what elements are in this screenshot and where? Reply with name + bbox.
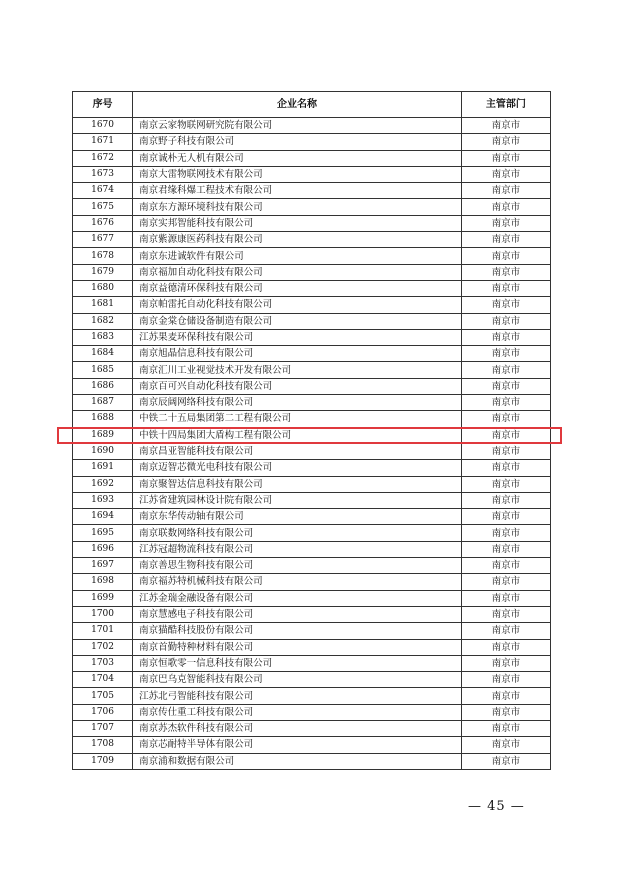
row-department: 南京市 — [461, 215, 550, 231]
row-company-name: 南京联数网络科技有限公司 — [133, 525, 462, 541]
row-department: 南京市 — [461, 492, 550, 508]
row-company-name: 南京云家物联网研究院有限公司 — [133, 118, 462, 134]
table-row — [73, 753, 551, 769]
row-serial-number: 1675 — [73, 199, 133, 215]
table-row — [73, 150, 551, 166]
row-serial-number: 1700 — [73, 606, 133, 622]
row-company-name: 南京迈智芯微光电科技有限公司 — [133, 460, 462, 476]
row-company-name: 江苏北弓智能科技有限公司 — [133, 688, 462, 704]
table-row — [73, 280, 551, 296]
row-company-name: 南京巴乌克智能科技有限公司 — [133, 672, 462, 688]
page-number: — 45 — — [468, 799, 525, 814]
row-department: 南京市 — [461, 443, 550, 459]
row-department: 南京市 — [461, 655, 550, 671]
table-row — [73, 672, 551, 688]
row-department: 南京市 — [461, 134, 550, 150]
row-department: 南京市 — [461, 753, 550, 769]
row-company-name: 南京猫酷科技股份有限公司 — [133, 623, 462, 639]
row-serial-number: 1686 — [73, 378, 133, 394]
table-row — [73, 509, 551, 525]
row-company-name: 南京福苏特机械科技有限公司 — [133, 574, 462, 590]
table-row — [73, 623, 551, 639]
row-company-name: 南京野子科技有限公司 — [133, 134, 462, 150]
table-row — [73, 118, 551, 134]
header-company-name: 企业名称 — [133, 92, 462, 118]
row-department: 南京市 — [461, 199, 550, 215]
row-department: 南京市 — [461, 378, 550, 394]
row-serial-number: 1698 — [73, 574, 133, 590]
table-row — [73, 655, 551, 671]
row-serial-number: 1690 — [73, 443, 133, 459]
table-row — [73, 313, 551, 329]
row-department: 南京市 — [461, 313, 550, 329]
row-company-name: 南京昌亚智能科技有限公司 — [133, 443, 462, 459]
table-row — [73, 574, 551, 590]
row-department: 南京市 — [461, 476, 550, 492]
table-row — [73, 427, 551, 443]
row-serial-number: 1707 — [73, 720, 133, 736]
row-department: 南京市 — [461, 166, 550, 182]
row-department: 南京市 — [461, 150, 550, 166]
row-company-name: 南京实邦智能科技有限公司 — [133, 215, 462, 231]
row-serial-number: 1699 — [73, 590, 133, 606]
row-company-name: 南京福加自动化科技有限公司 — [133, 264, 462, 280]
table-row — [73, 606, 551, 622]
table-row — [73, 378, 551, 394]
row-department: 南京市 — [461, 558, 550, 574]
row-company-name: 南京东方源环境科技有限公司 — [133, 199, 462, 215]
table-row — [73, 704, 551, 720]
row-department: 南京市 — [461, 672, 550, 688]
row-serial-number: 1671 — [73, 134, 133, 150]
row-department: 南京市 — [461, 362, 550, 378]
row-serial-number: 1696 — [73, 541, 133, 557]
row-serial-number: 1682 — [73, 313, 133, 329]
table-row — [73, 166, 551, 182]
row-company-name: 中铁十四局集团大盾构工程有限公司 — [133, 427, 462, 443]
row-department: 南京市 — [461, 232, 550, 248]
row-serial-number: 1681 — [73, 297, 133, 313]
row-company-name: 南京汇川工业视觉技术开发有限公司 — [133, 362, 462, 378]
row-serial-number: 1688 — [73, 411, 133, 427]
row-serial-number: 1683 — [73, 329, 133, 345]
row-department: 南京市 — [461, 720, 550, 736]
row-department: 南京市 — [461, 541, 550, 557]
table-row — [73, 525, 551, 541]
table-row — [73, 443, 551, 459]
row-department: 南京市 — [461, 297, 550, 313]
row-serial-number: 1687 — [73, 395, 133, 411]
row-company-name: 江苏省建筑园林设计院有限公司 — [133, 492, 462, 508]
table-row — [73, 737, 551, 753]
row-serial-number: 1695 — [73, 525, 133, 541]
row-company-name: 南京首勤特种材料有限公司 — [133, 639, 462, 655]
table-row — [73, 411, 551, 427]
row-serial-number: 1703 — [73, 655, 133, 671]
row-department: 南京市 — [461, 525, 550, 541]
row-company-name: 南京紫源康医药科技有限公司 — [133, 232, 462, 248]
row-serial-number: 1678 — [73, 248, 133, 264]
row-company-name: 江苏冠超物流科技有限公司 — [133, 541, 462, 557]
row-company-name: 南京东华传动轴有限公司 — [133, 509, 462, 525]
row-company-name: 南京慧感电子科技有限公司 — [133, 606, 462, 622]
row-serial-number: 1673 — [73, 166, 133, 182]
row-serial-number: 1708 — [73, 737, 133, 753]
row-department: 南京市 — [461, 264, 550, 280]
row-company-name: 南京恒歌零一信息科技有限公司 — [133, 655, 462, 671]
table-row — [73, 329, 551, 345]
row-department: 南京市 — [461, 574, 550, 590]
row-company-name: 南京浦和数据有限公司 — [133, 753, 462, 769]
row-serial-number: 1676 — [73, 215, 133, 231]
table-row — [73, 215, 551, 231]
row-serial-number: 1689 — [73, 427, 133, 443]
table-row — [73, 134, 551, 150]
row-serial-number: 1672 — [73, 150, 133, 166]
table-row — [73, 590, 551, 606]
row-company-name: 南京聚智达信息科技有限公司 — [133, 476, 462, 492]
row-serial-number: 1685 — [73, 362, 133, 378]
table-row — [73, 688, 551, 704]
row-company-name: 中铁二十五局集团第二工程有限公司 — [133, 411, 462, 427]
row-serial-number: 1694 — [73, 509, 133, 525]
table-row — [73, 232, 551, 248]
row-company-name: 江苏金瑞金融设备有限公司 — [133, 590, 462, 606]
table-row — [73, 639, 551, 655]
row-company-name: 南京旭晶信息科技有限公司 — [133, 346, 462, 362]
row-department: 南京市 — [461, 688, 550, 704]
row-serial-number: 1705 — [73, 688, 133, 704]
table-row — [73, 720, 551, 736]
row-company-name: 南京苏杰软件科技有限公司 — [133, 720, 462, 736]
row-serial-number: 1709 — [73, 753, 133, 769]
row-company-name: 南京东进诚软件有限公司 — [133, 248, 462, 264]
row-company-name: 南京芯耐特半导体有限公司 — [133, 737, 462, 753]
row-department: 南京市 — [461, 606, 550, 622]
row-department: 南京市 — [461, 280, 550, 296]
row-department: 南京市 — [461, 248, 550, 264]
header-department: 主管部门 — [461, 92, 550, 118]
row-company-name: 南京善思生物科技有限公司 — [133, 558, 462, 574]
table-row — [73, 199, 551, 215]
table-row — [73, 346, 551, 362]
row-serial-number: 1677 — [73, 232, 133, 248]
row-serial-number: 1679 — [73, 264, 133, 280]
row-company-name: 南京诚朴无人机有限公司 — [133, 150, 462, 166]
row-company-name: 南京君缘科爆工程技术有限公司 — [133, 183, 462, 199]
table-row — [73, 558, 551, 574]
table-row — [73, 264, 551, 280]
row-department: 南京市 — [461, 460, 550, 476]
table-row — [73, 460, 551, 476]
company-table — [72, 91, 551, 770]
row-serial-number: 1680 — [73, 280, 133, 296]
row-company-name: 南京大雷物联网技术有限公司 — [133, 166, 462, 182]
row-department: 南京市 — [461, 623, 550, 639]
row-serial-number: 1684 — [73, 346, 133, 362]
row-department: 南京市 — [461, 395, 550, 411]
table-body — [73, 118, 551, 770]
row-department: 南京市 — [461, 346, 550, 362]
row-serial-number: 1691 — [73, 460, 133, 476]
row-serial-number: 1697 — [73, 558, 133, 574]
table-row — [73, 541, 551, 557]
row-company-name: 南京辰阔网络科技有限公司 — [133, 395, 462, 411]
row-department: 南京市 — [461, 183, 550, 199]
row-company-name: 南京益德清环保科技有限公司 — [133, 280, 462, 296]
table-row — [73, 362, 551, 378]
table-row — [73, 395, 551, 411]
row-company-name: 南京金棠仓储设备制造有限公司 — [133, 313, 462, 329]
row-department: 南京市 — [461, 590, 550, 606]
row-serial-number: 1670 — [73, 118, 133, 134]
row-serial-number: 1704 — [73, 672, 133, 688]
row-department: 南京市 — [461, 411, 550, 427]
header-serial-number: 序号 — [73, 92, 133, 118]
row-company-name: 南京百可兴自动化科技有限公司 — [133, 378, 462, 394]
row-serial-number: 1692 — [73, 476, 133, 492]
row-department: 南京市 — [461, 704, 550, 720]
row-company-name: 南京传仕重工科技有限公司 — [133, 704, 462, 720]
row-department: 南京市 — [461, 427, 550, 443]
table-row — [73, 297, 551, 313]
row-department: 南京市 — [461, 737, 550, 753]
row-serial-number: 1674 — [73, 183, 133, 199]
table-row — [73, 492, 551, 508]
table-row — [73, 476, 551, 492]
row-department: 南京市 — [461, 118, 550, 134]
table-row — [73, 248, 551, 264]
row-department: 南京市 — [461, 509, 550, 525]
row-department: 南京市 — [461, 329, 550, 345]
row-department: 南京市 — [461, 639, 550, 655]
row-serial-number: 1693 — [73, 492, 133, 508]
table-header-row — [73, 92, 551, 118]
row-company-name: 南京帕雷托自动化科技有限公司 — [133, 297, 462, 313]
row-serial-number: 1702 — [73, 639, 133, 655]
row-serial-number: 1701 — [73, 623, 133, 639]
row-company-name: 江苏果麦环保科技有限公司 — [133, 329, 462, 345]
table-row — [73, 183, 551, 199]
row-serial-number: 1706 — [73, 704, 133, 720]
